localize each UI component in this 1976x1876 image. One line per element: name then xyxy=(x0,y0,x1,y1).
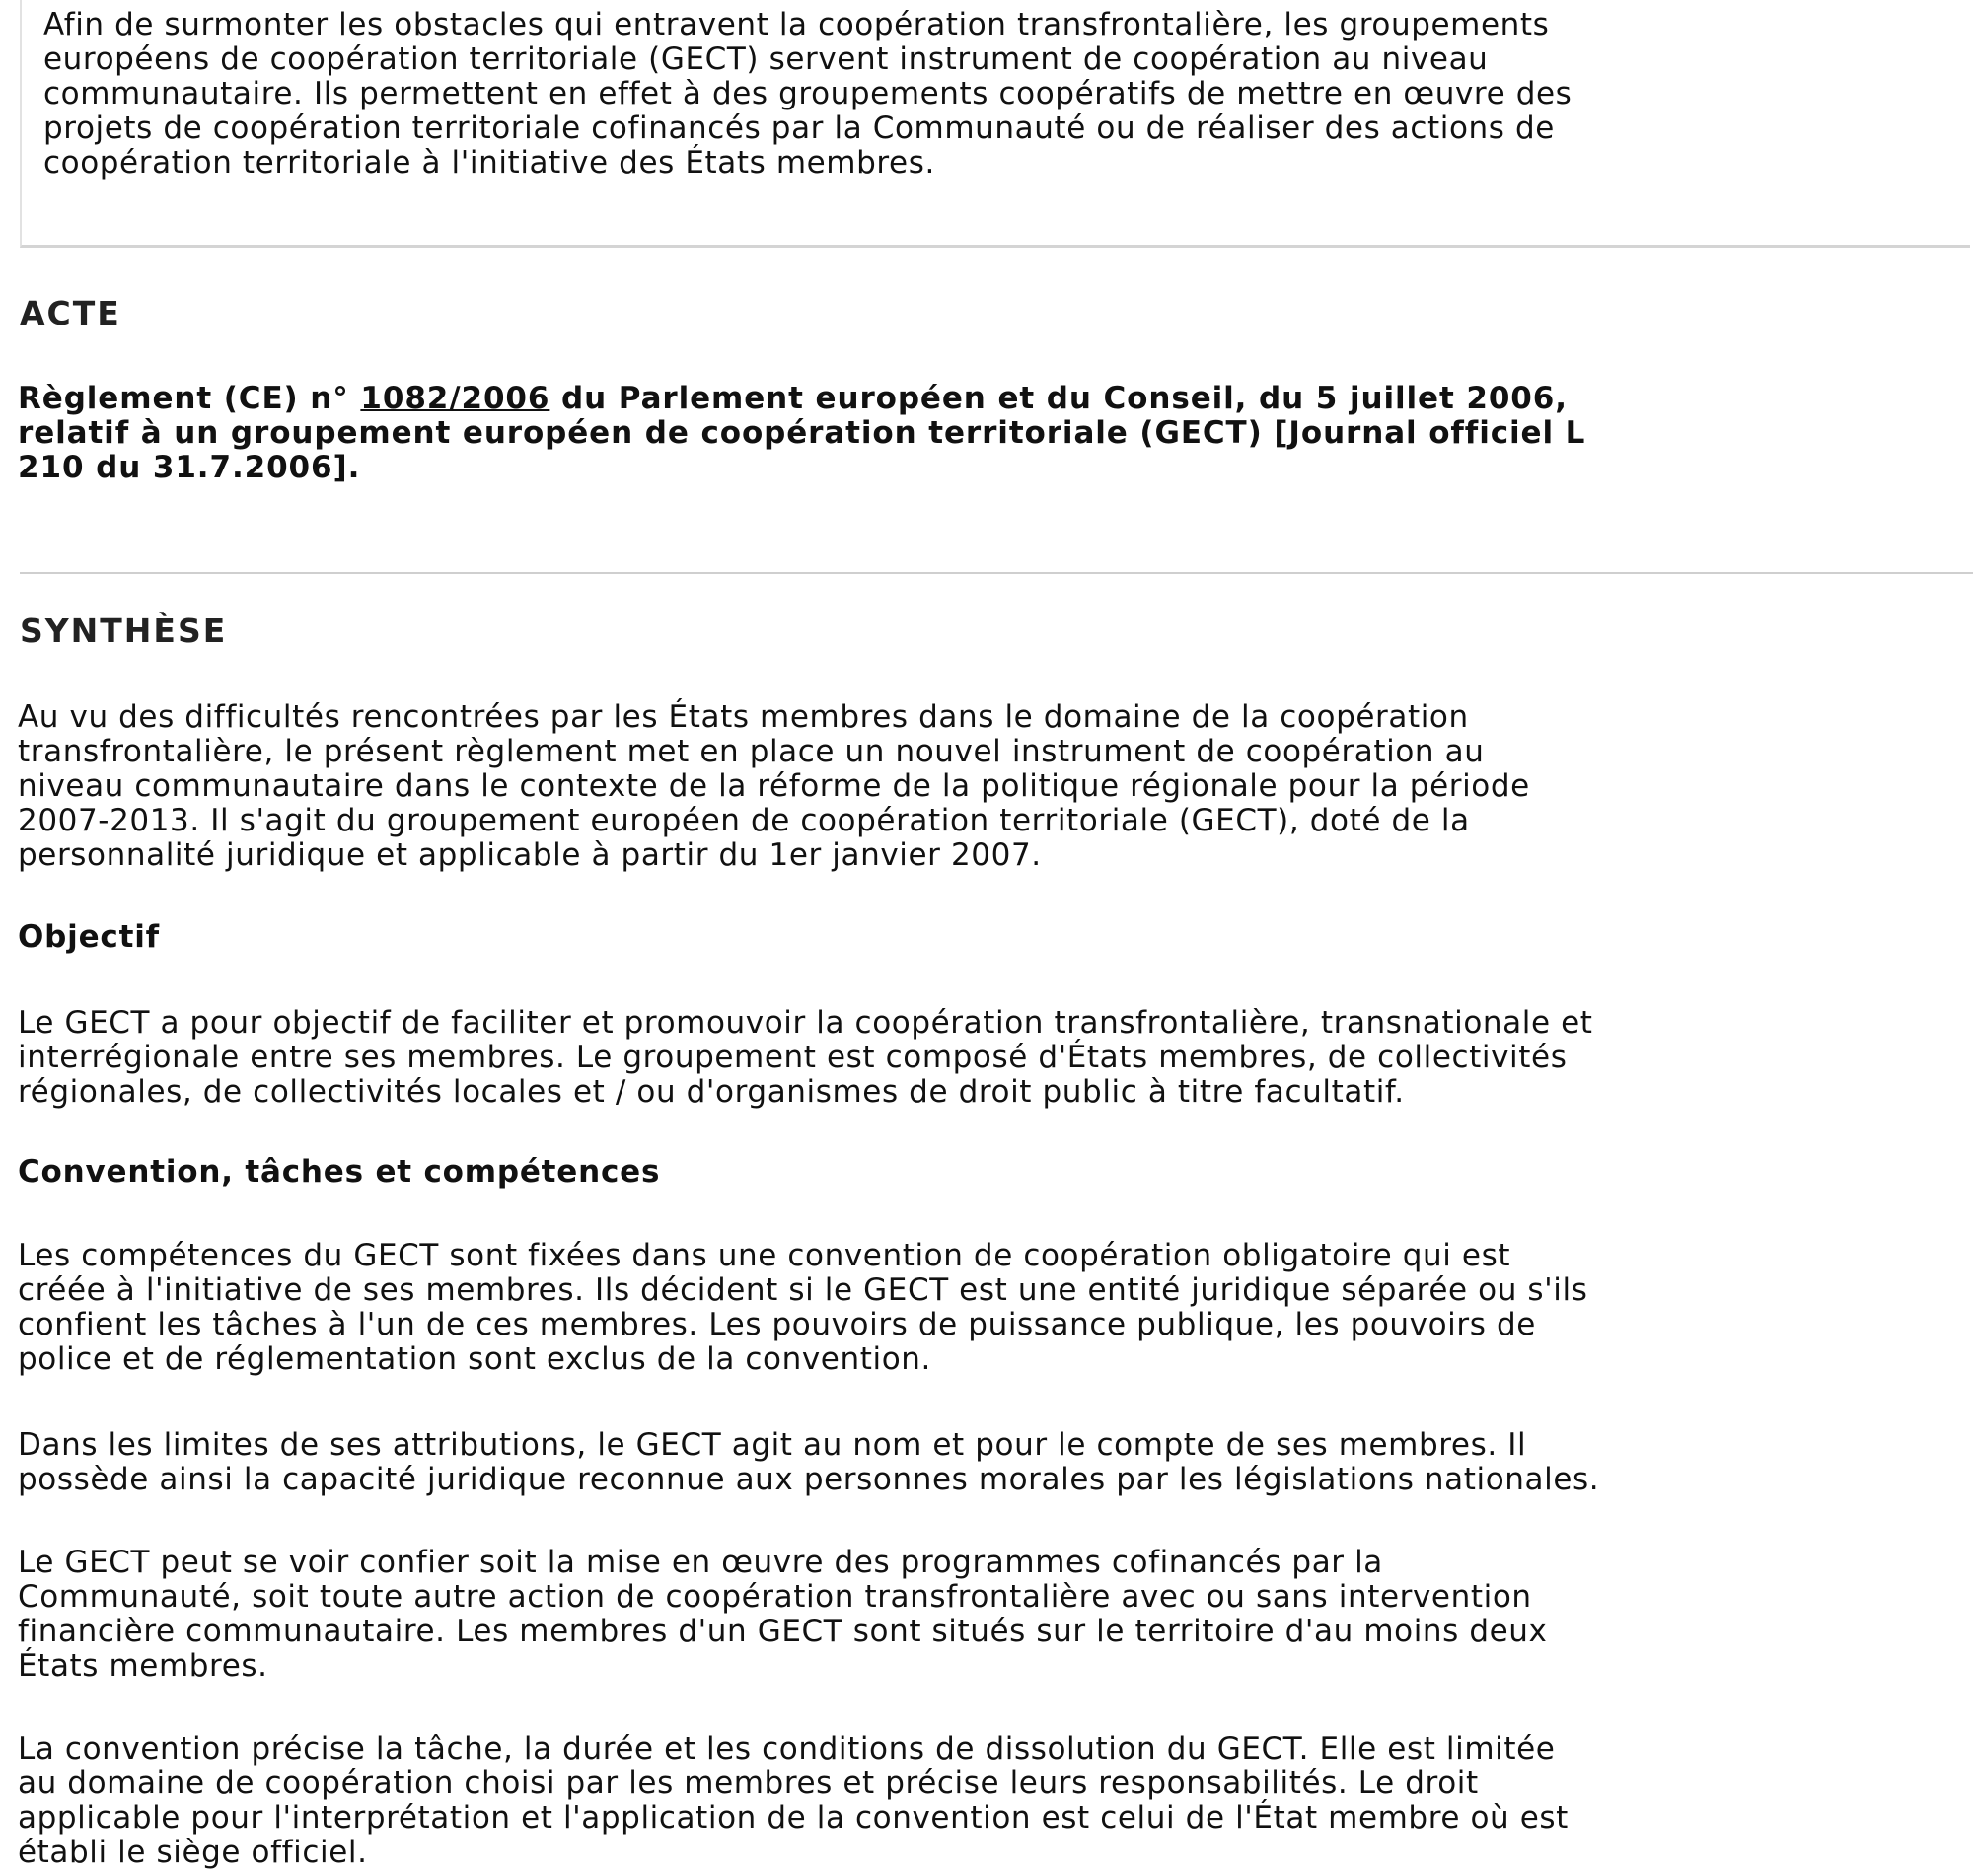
text-line: confient les tâches à l'un de ces membres. Les pouvoirs de puissance publique, les pouvoirs de xyxy=(18,1307,1536,1342)
text-line: Afin de surmonter les obstacles qui entravent la coopération transfrontalière, les groupements xyxy=(43,7,1550,42)
text-line xyxy=(18,382,1585,416)
text-line: personnalité juridique et applicable à partir du 1er janvier 2007. xyxy=(18,837,1042,873)
text-line: coopération territoriale à l'initiative des États membres. xyxy=(43,145,935,180)
objectif-paragraph xyxy=(18,1006,1593,1110)
text-line: États membres. xyxy=(18,1648,268,1684)
text-line: Communauté, soit toute autre action de coopération transfrontalière avec ou sans intervention xyxy=(18,1579,1532,1615)
synthese-paragraph xyxy=(18,700,1530,873)
synthese-heading: SYNTHÈSE xyxy=(20,612,228,650)
text-line: Les compétences du GECT sont fixées dans une convention de coopération obligatoire qui est xyxy=(18,1238,1511,1273)
text-line: transfrontalière, le présent règlement met en place un nouvel instrument de coopération au xyxy=(18,734,1485,769)
regulation-link[interactable]: 1082/2006 xyxy=(360,381,550,416)
text-line: relatif à un groupement européen de coopération territoriale (GECT) [Journal officiel L xyxy=(18,415,1586,451)
text-line: au domaine de coopération choisi par les membres et précise leurs responsabilités. Le droit xyxy=(18,1766,1479,1801)
text-line: La convention précise la tâche, la durée et les conditions de dissolution du GECT. Elle est limitée xyxy=(18,1731,1556,1767)
acte-heading: ACTE xyxy=(20,294,121,332)
convention-paragraph-2 xyxy=(18,1428,1599,1497)
text-line: Le GECT a pour objectif de faciliter et promouvoir la coopération transfrontalière, transnationale et xyxy=(18,1005,1593,1041)
text-line: projets de coopération territoriale cofinancés par la Communauté ou de réaliser des actions de xyxy=(43,110,1555,146)
text-line: Dans les limites de ses attributions, le GECT agit au nom et pour le compte de ses membres. Il xyxy=(18,1427,1527,1463)
text-line: police et de réglementation sont exclus de la convention. xyxy=(18,1341,931,1377)
text-line: 2007-2013. Il s'agit du groupement européen de coopération territoriale (GECT), doté de la xyxy=(18,803,1470,838)
text-fragment: Règlement (CE) n° xyxy=(18,381,361,416)
text-line: créée à l'initiative de ses membres. Ils décident si le GECT est une entité juridique séparée ou s'ils xyxy=(18,1272,1588,1308)
text-line: établi le siège officiel. xyxy=(18,1835,368,1870)
objectif-heading: Objectif xyxy=(18,919,160,955)
acte-reference xyxy=(18,382,1585,485)
text-line: Au vu des difficultés rencontrées par les États membres dans le domaine de la coopération xyxy=(18,699,1469,735)
text-line: applicable pour l'interprétation et l'application de la convention est celui de l'État membre où est xyxy=(18,1800,1569,1836)
text-line: Le GECT peut se voir confier soit la mise en œuvre des programmes cofinancés par la xyxy=(18,1545,1383,1580)
convention-paragraph-1 xyxy=(18,1239,1587,1377)
convention-paragraph-3 xyxy=(18,1546,1548,1684)
text-line: régionales, de collectivités locales et / ou d'organismes de droit public à titre facultatif. xyxy=(18,1074,1405,1110)
text-line: possède ainsi la capacité juridique reconnue aux personnes morales par les législations nationales. xyxy=(18,1462,1600,1497)
convention-paragraph-4 xyxy=(18,1732,1569,1870)
section-divider xyxy=(20,572,1973,574)
text-line: communautaire. Ils permettent en effet à des groupements coopératifs de mettre en œuvre des xyxy=(43,76,1573,111)
text-line: interrégionale entre ses membres. Le groupement est composé d'États membres, de collectivités xyxy=(18,1040,1568,1075)
convention-heading: Convention, tâches et compétences xyxy=(18,1154,661,1190)
intro-paragraph xyxy=(43,8,1572,180)
text-line: niveau communautaire dans le contexte de la réforme de la politique régionale pour la période xyxy=(18,768,1530,804)
text-line: 210 du 31.7.2006]. xyxy=(18,450,361,485)
text-fragment: du Parlement européen et du Conseil, du 5 juillet 2006, xyxy=(549,381,1568,416)
text-line: européens de coopération territoriale (GECT) servent instrument de coopération au niveau xyxy=(43,41,1489,77)
text-line: financière communautaire. Les membres d'un GECT sont situés sur le territoire d'au moins deux xyxy=(18,1614,1548,1649)
